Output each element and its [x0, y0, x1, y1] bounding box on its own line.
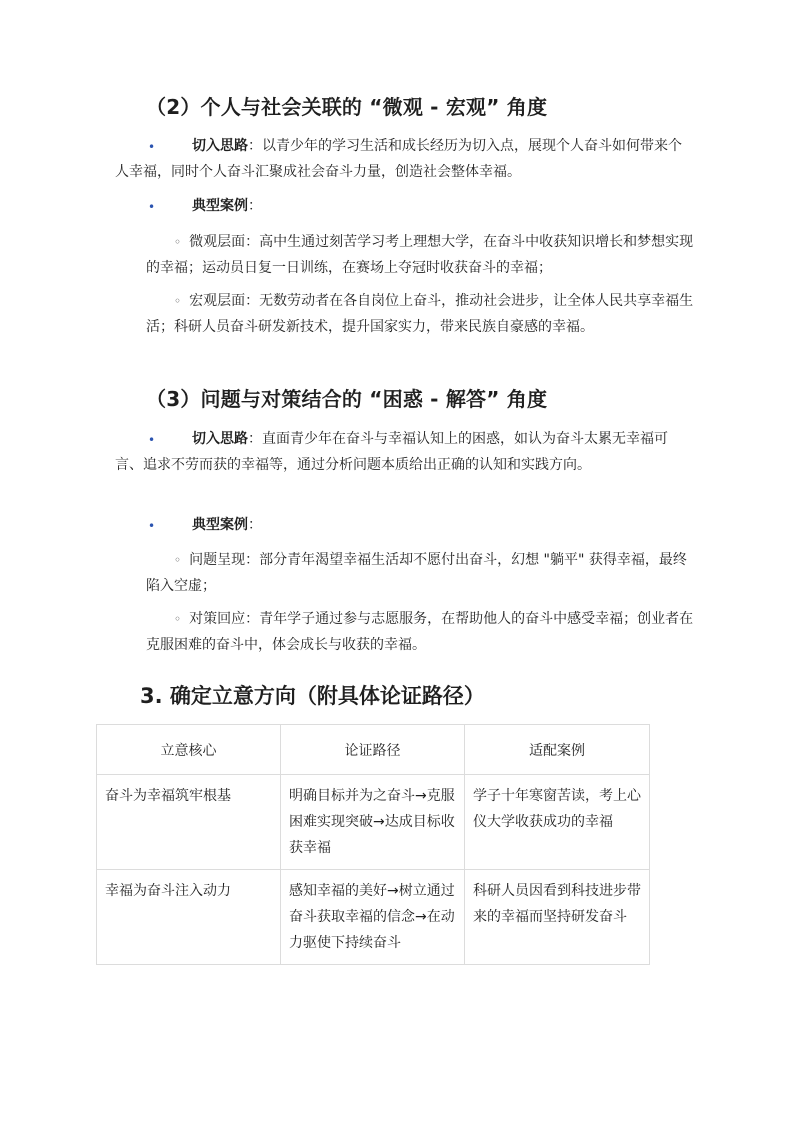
entry-text: ：以青少年的学习生活和成长经历为切入点，展现个人奋斗如何带来个人幸福，同时个人奋斗汇聚成社会奋斗力量，创造社会整体幸福。: [115, 138, 682, 180]
table-cell: 科研人员因看到科技进步带来的幸福而坚持研发奋斗: [465, 870, 650, 965]
bullet-icon: •: [148, 433, 156, 447]
entry-label: 切入思路: [192, 431, 248, 447]
section-3-title: （3）问题与对策结合的 “困惑 - 解答” 角度: [146, 387, 548, 411]
table-cell: 感知幸福的美好→树立通过奋斗获取幸福的信念→在动力驱使下持续奋斗: [281, 870, 465, 965]
sub-bullet-icon: ◦: [174, 612, 182, 626]
section-2-case-1: ◦ 微观层面：高中生通过刻苦学习考上理想大学，在奋斗中收获知识增长和梦想实现的幸福；运动员日复一日训练，在赛场上夺冠时收获奋斗的幸福；: [146, 234, 694, 276]
table-cell: 幸福为奋斗注入动力: [97, 870, 281, 965]
sub-bullet-icon: ◦: [174, 294, 182, 308]
section-2-cases-heading: 典型案例：: [192, 198, 262, 214]
cases-label: 典型案例: [192, 198, 248, 214]
table-row: [97, 870, 650, 965]
bullet-icon: •: [148, 200, 156, 214]
sub-bullet-icon: ◦: [174, 553, 182, 567]
table-cell: 明确目标并为之奋斗→克服困难实现突破→达成目标收获幸福: [281, 775, 465, 870]
section-2-case-2: ◦ 宏观层面：无数劳动者在各自岗位上奋斗，推动社会进步，让全体人民共享幸福生活；科研人员奋斗研发新技术，提升国家实力，带来民族自豪感的幸福。: [146, 293, 694, 335]
section-3-case-1: ◦ 问题呈现：部分青年渴望幸福生活却不愿付出奋斗，幻想 "躺平" 获得幸福，最终陷入空虚；: [146, 552, 687, 594]
section-3-case-2: ◦ 对策回应：青年学子通过参与志愿服务，在帮助他人的奋斗中感受幸福；创业者在克服困难的奋斗中，体会成长与收获的幸福。: [146, 611, 694, 653]
argument-table: [96, 724, 650, 965]
bullet-icon: •: [148, 140, 156, 154]
section-3-entry: [115, 426, 695, 478]
table-header-row: [97, 725, 650, 775]
bullet-icon: •: [148, 519, 156, 533]
section-2-entry: [115, 133, 695, 185]
table-header-cell: 论证路径: [281, 725, 465, 775]
table-header-cell: 适配案例: [465, 725, 650, 775]
section-heading-3: 3. 确定立意方向（附具体论证路径）: [140, 684, 485, 708]
table-cell: 学子十年寒窗苦读，考上心仪大学收获成功的幸福: [465, 775, 650, 870]
section-2-title: （2）个人与社会关联的 “微观 - 宏观” 角度: [146, 95, 548, 119]
table-row: [97, 775, 650, 870]
entry-label: 切入思路: [192, 138, 248, 154]
sub-bullet-icon: ◦: [174, 235, 182, 249]
section-3-cases-heading: 典型案例：: [192, 517, 262, 533]
entry-text: ：直面青少年在奋斗与幸福认知上的困惑，如认为奋斗太累无幸福可言、追求不劳而获的幸福等，通过分析问题本质给出正确的认知和实践方向。: [115, 431, 668, 473]
table-cell: 奋斗为幸福筑牢根基: [97, 775, 281, 870]
table-header-cell: 立意核心: [97, 725, 281, 775]
cases-label: 典型案例: [192, 517, 248, 533]
